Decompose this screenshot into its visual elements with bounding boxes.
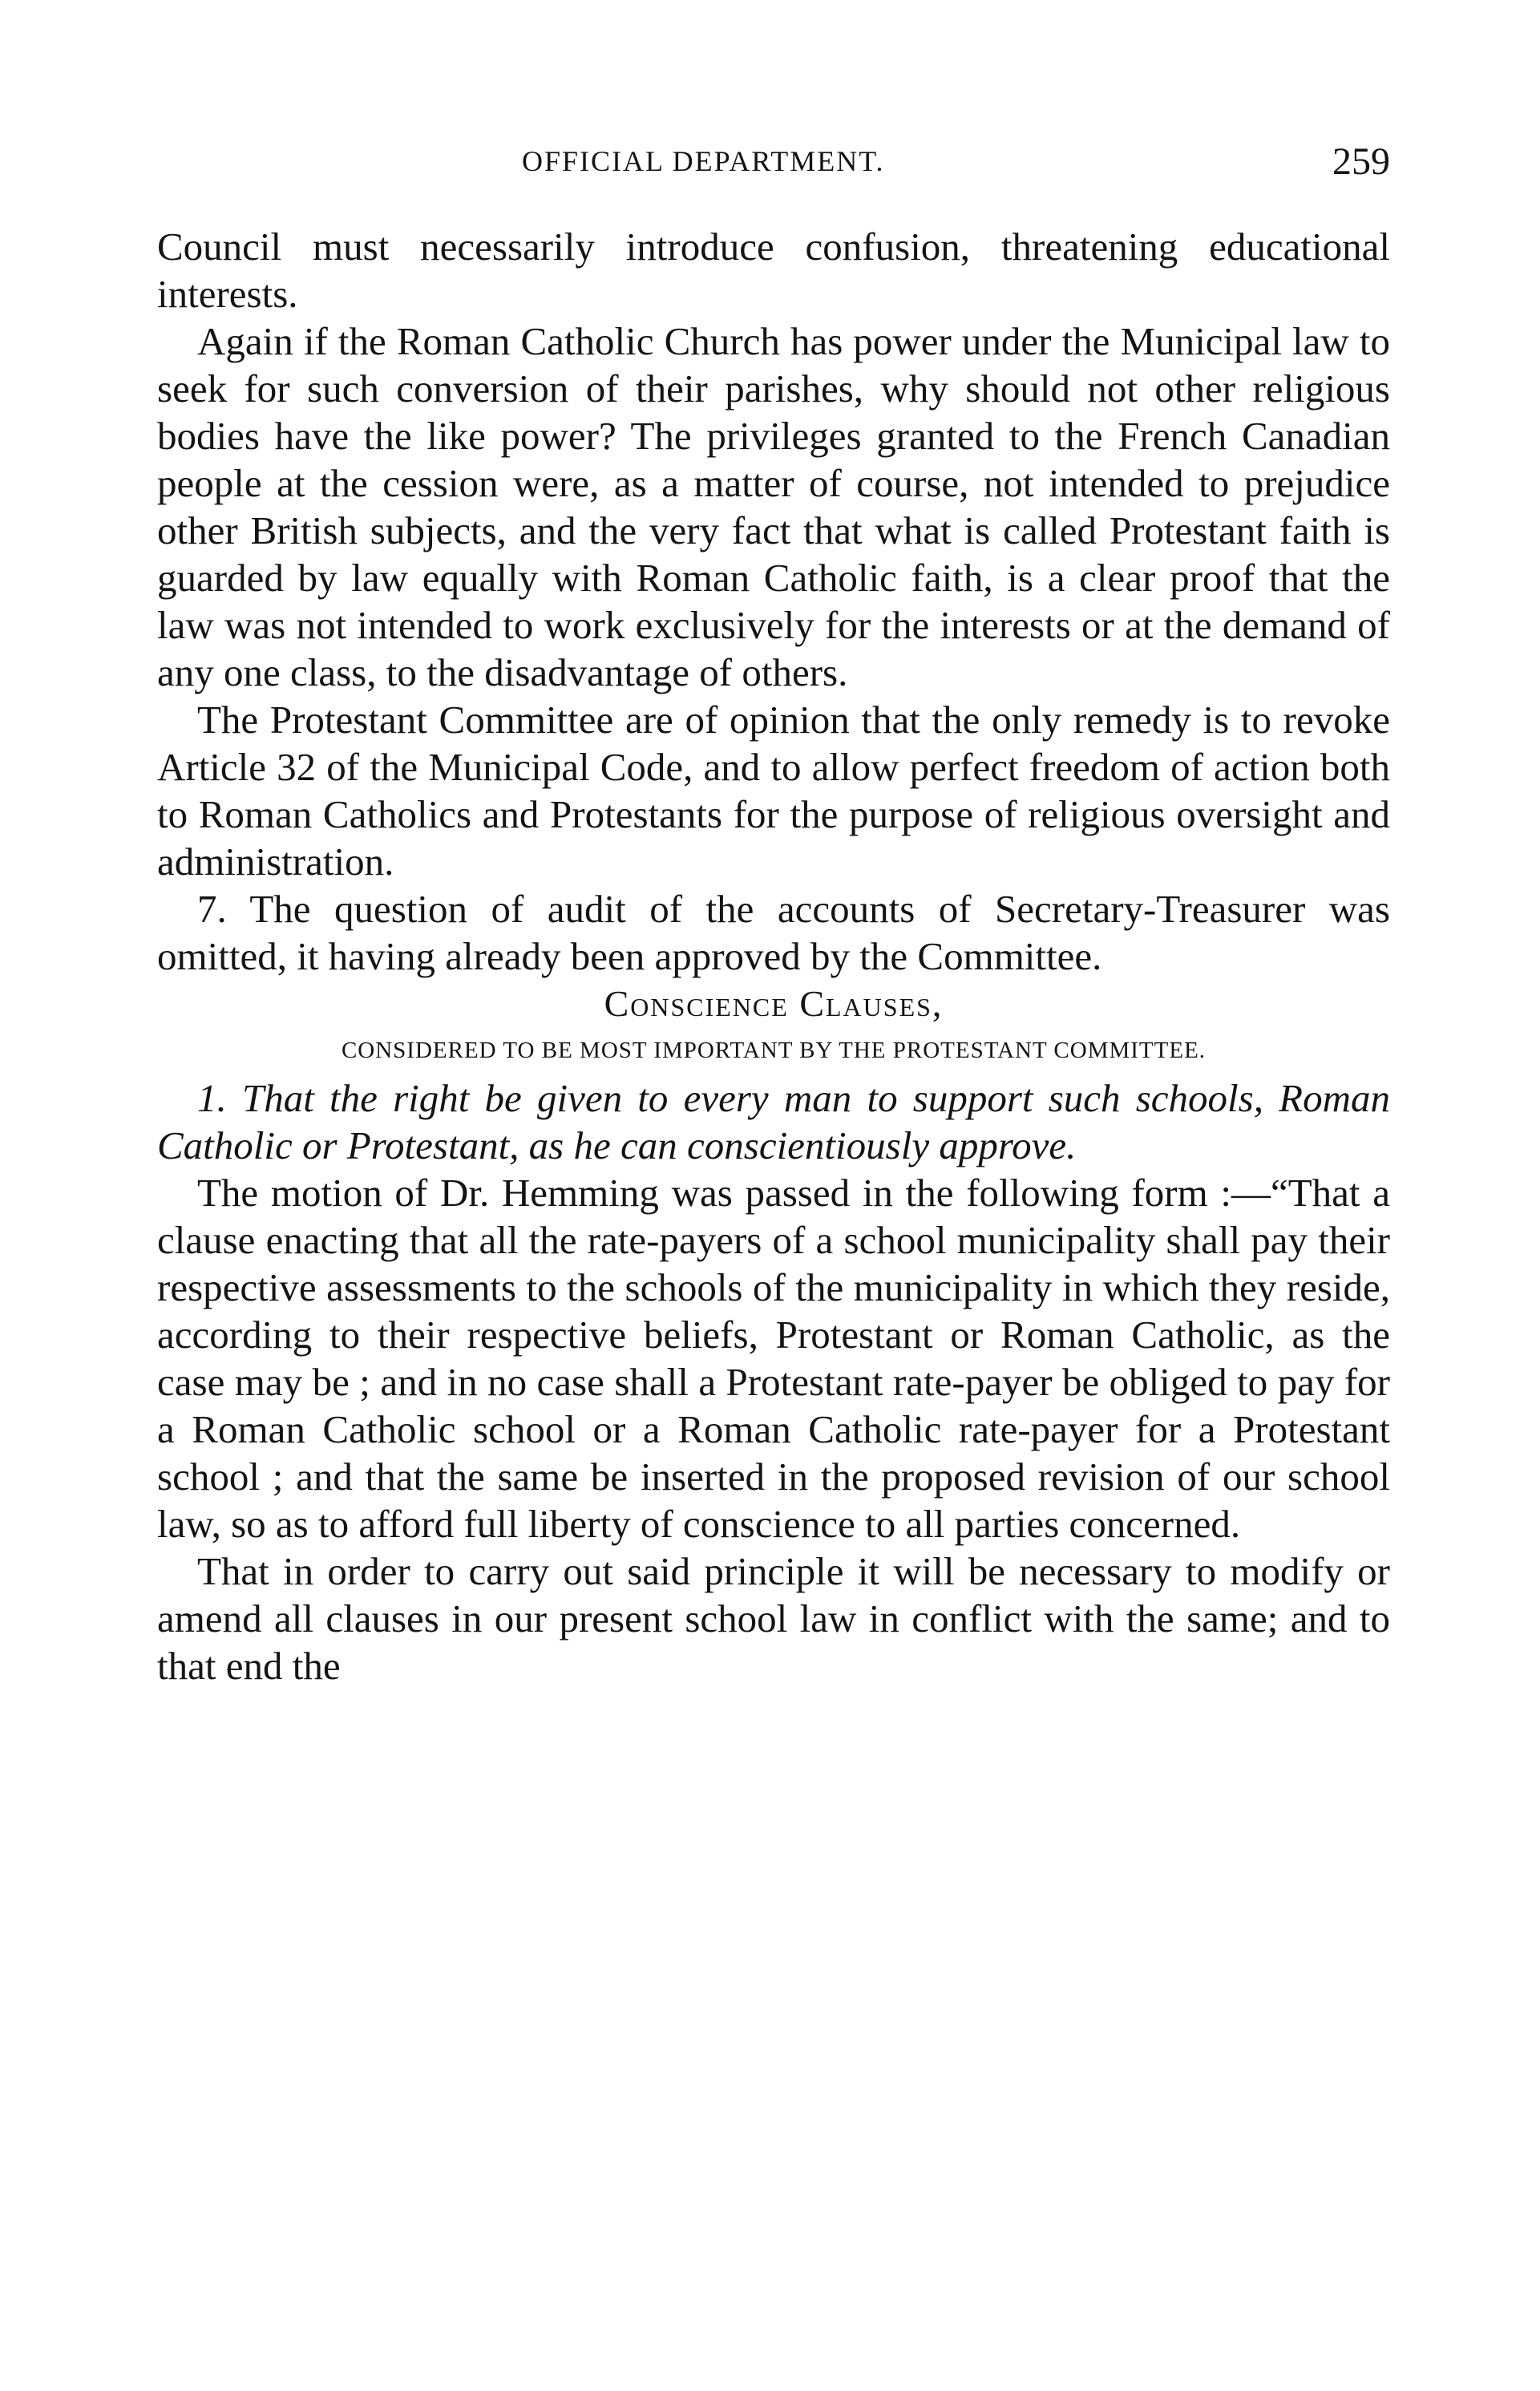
- section-subheading: CONSIDERED TO BE MOST IMPORTANT BY THE PROTESTANT COMMITTEE.: [341, 1038, 1207, 1063]
- paragraph-item-7-audit: 7. The question of audit of the accounts of Secretary-Treasurer was omitted, it having already been approved by the Committee.: [157, 887, 1390, 978]
- page-number: 259: [1332, 140, 1390, 183]
- paragraph-hemming-motion: The motion of Dr. Hemming was passed in the following form :—“That a clause enacting that all the rate-payers of a school municipality shall pay their respective assessments to the schools of the municipality in which they reside, according to their respective beliefs, Protestant or Roman Catholic, as the case may be ; and in no case shall a Protestant rate-payer be obliged to pay for a Roman Catholic school or a Roman Catholic rate-payer for a Protestant school ; and that the same be inserted in the proposed revision of our school law, so as to afford full liberty of conscience to all parties concerned.: [157, 1171, 1390, 1546]
- clause-1: 1. That the right be given to every man to support such schools, Roman Catholic or Protestant, as he can conscientiously approve.: [157, 1076, 1390, 1167]
- body-text: [157, 223, 1390, 1689]
- page-header: [157, 140, 1390, 192]
- paragraph-continued: Council must necessarily introduce confusion, threatening educational interests.: [157, 225, 1390, 316]
- paragraph-carry-out-principle: That in order to carry out said principle it will be necessary to modify or amend all clauses in our present school law in conflict with the same; and to that end the: [157, 1549, 1390, 1688]
- running-head: OFFICIAL DEPARTMENT.: [522, 145, 885, 177]
- section-title: Conscience Clauses,: [604, 983, 944, 1024]
- paragraph-roman-catholic-church: Again if the Roman Catholic Church has power under the Municipal law to seek for such conversion of their parishes, why should not other religious bodies have the like power? The privileges granted to the French Canadian people at the cession were, as a matter of course, not intended to prejudice other British subjects, and the very fact that what is called Protestant faith is guarded by law equally with Roman Catholic faith, is a clear proof that the law was not intended to work exclusively for the interests or at the demand of any one class, to the disadvantage of others.: [157, 319, 1390, 694]
- paragraph-protestant-committee-opinion: The Protestant Committee are of opinion that the only remedy is to revoke Article 32 of the Municipal Code, and to allow perfect freedom of action both to Roman Catholics and Protestants for the purpose of religious oversight and administration.: [157, 698, 1390, 884]
